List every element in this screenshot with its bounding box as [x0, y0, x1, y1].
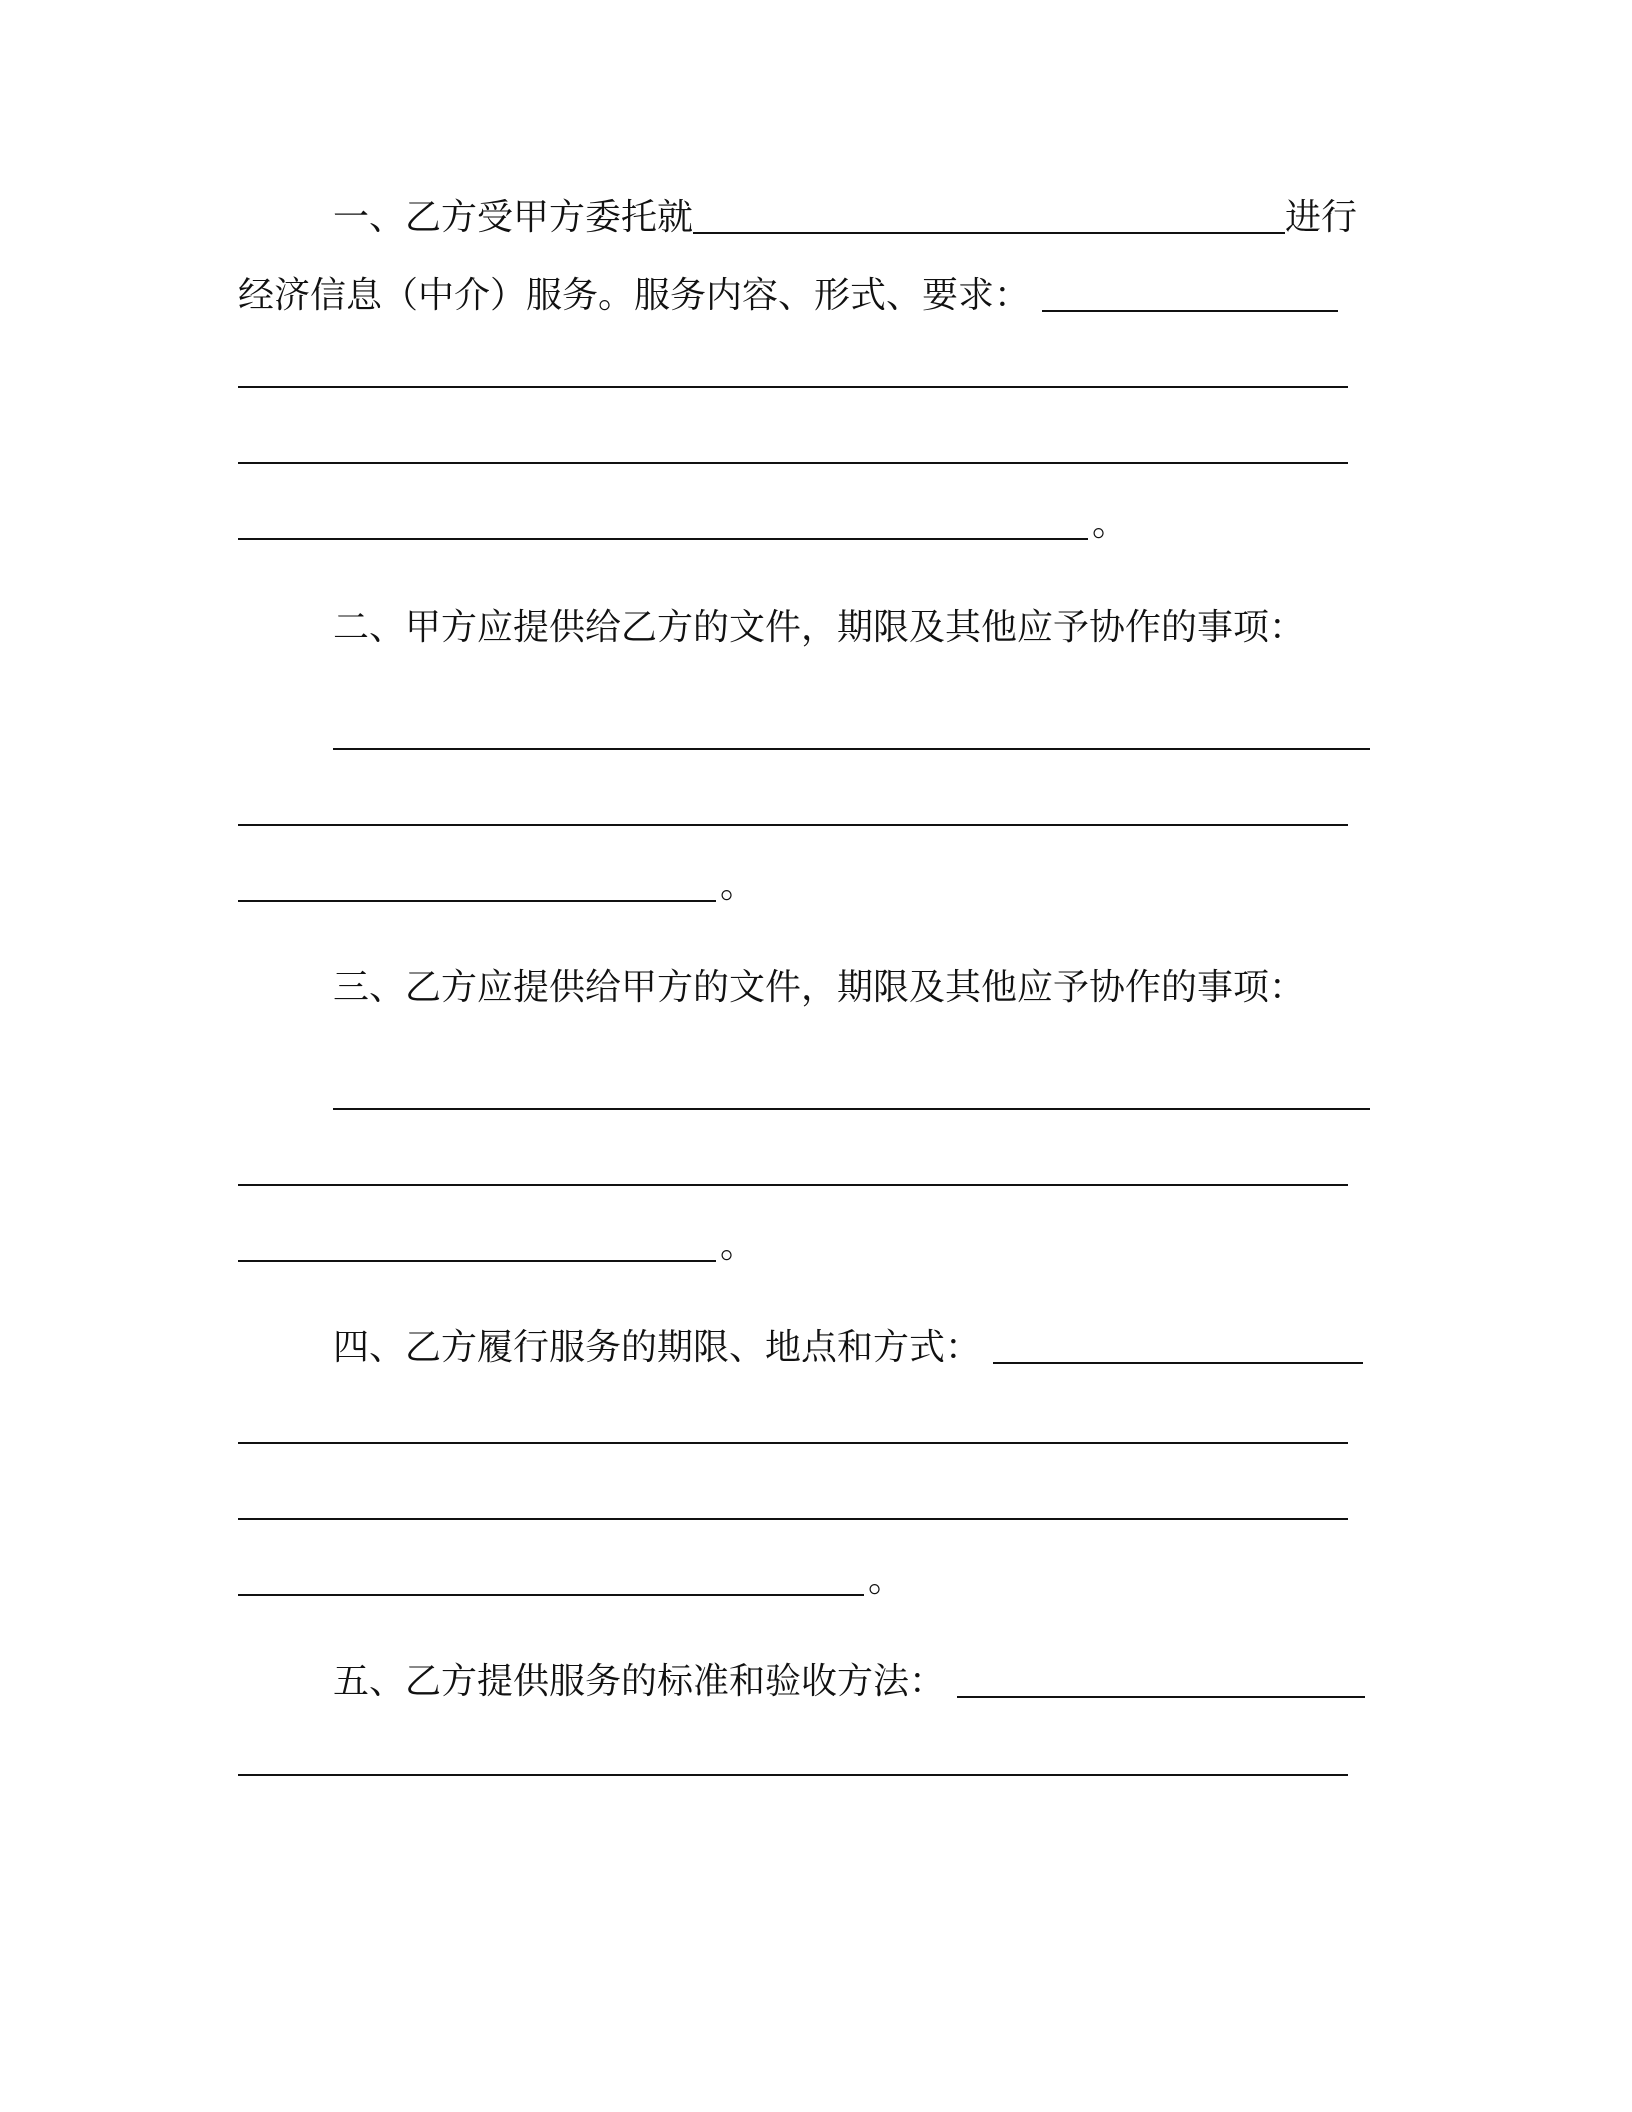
- clause-3-heading-line: [333, 956, 1305, 1016]
- clause-4-blank-4[interactable]: [238, 1594, 864, 1596]
- clause-3-line-4: [238, 1214, 756, 1274]
- clause-5-heading-line: [333, 1650, 1365, 1710]
- clause-3-blank-3[interactable]: [238, 1260, 716, 1262]
- clause-2-heading-line: [333, 596, 1305, 656]
- clause-4-heading-line: [333, 1316, 1363, 1376]
- clause-3-line-2: [333, 1062, 1370, 1122]
- clause-4-line-4: [238, 1548, 904, 1608]
- clause-4-blank-1[interactable]: [993, 1362, 1363, 1364]
- clause-4-blank-3[interactable]: [238, 1518, 1348, 1520]
- clause-1-content-label: 经济信息（中介）服务。服务内容、形式、要求：: [238, 275, 1031, 316]
- clause-1-period: 。: [1092, 503, 1129, 544]
- clause-2-line-3: [238, 778, 1348, 838]
- clause-1-line-2: [238, 264, 1338, 324]
- clause-5-heading: 五、乙方提供服务的标准和验收方法：: [333, 1661, 946, 1702]
- clause-5-blank-2[interactable]: [238, 1774, 1348, 1776]
- clause-2-blank-3[interactable]: [238, 900, 716, 902]
- clause-3-period: 。: [720, 1225, 757, 1266]
- clause-1-content-blank-4[interactable]: [238, 538, 1088, 540]
- clause-2-line-2: [333, 702, 1370, 762]
- clause-1-line-5: [238, 492, 1128, 552]
- clause-4-blank-2[interactable]: [238, 1442, 1348, 1444]
- clause-2-blank-2[interactable]: [238, 824, 1348, 826]
- clause-3-blank-2[interactable]: [238, 1184, 1348, 1186]
- clause-4-line-3: [238, 1472, 1348, 1532]
- clause-2-blank-1[interactable]: [333, 748, 1370, 750]
- clause-3-line-3: [238, 1138, 1348, 1198]
- clause-1-content-blank-1[interactable]: [1042, 310, 1338, 312]
- clause-4-period: 。: [868, 1559, 905, 1600]
- clause-1-lead-text: 一、乙方受甲方委托就: [333, 197, 694, 238]
- clause-1-content-blank-2[interactable]: [238, 386, 1348, 388]
- clause-1-line-1: [333, 186, 1357, 246]
- clause-2-line-4: [238, 854, 756, 914]
- clause-1-tail-text: 进行: [1285, 197, 1358, 238]
- clause-5-line-2: [238, 1728, 1348, 1788]
- clause-3-blank-1[interactable]: [333, 1108, 1370, 1110]
- clause-5-blank-1[interactable]: [957, 1696, 1365, 1698]
- clause-1-content-blank-3[interactable]: [238, 462, 1348, 464]
- clause-4-heading: 四、乙方履行服务的期限、地点和方式：: [333, 1327, 982, 1368]
- clause-3-heading: 三、乙方应提供给甲方的文件，期限及其他应予协作的事项：: [333, 967, 1306, 1008]
- clause-2-heading: 二、甲方应提供给乙方的文件，期限及其他应予协作的事项：: [333, 607, 1306, 648]
- clause-1-subject-blank[interactable]: [693, 232, 1285, 234]
- clause-4-line-2: [238, 1396, 1348, 1456]
- clause-1-line-3: [238, 340, 1348, 400]
- clause-1-line-4: [238, 416, 1348, 476]
- clause-2-period: 。: [720, 865, 757, 906]
